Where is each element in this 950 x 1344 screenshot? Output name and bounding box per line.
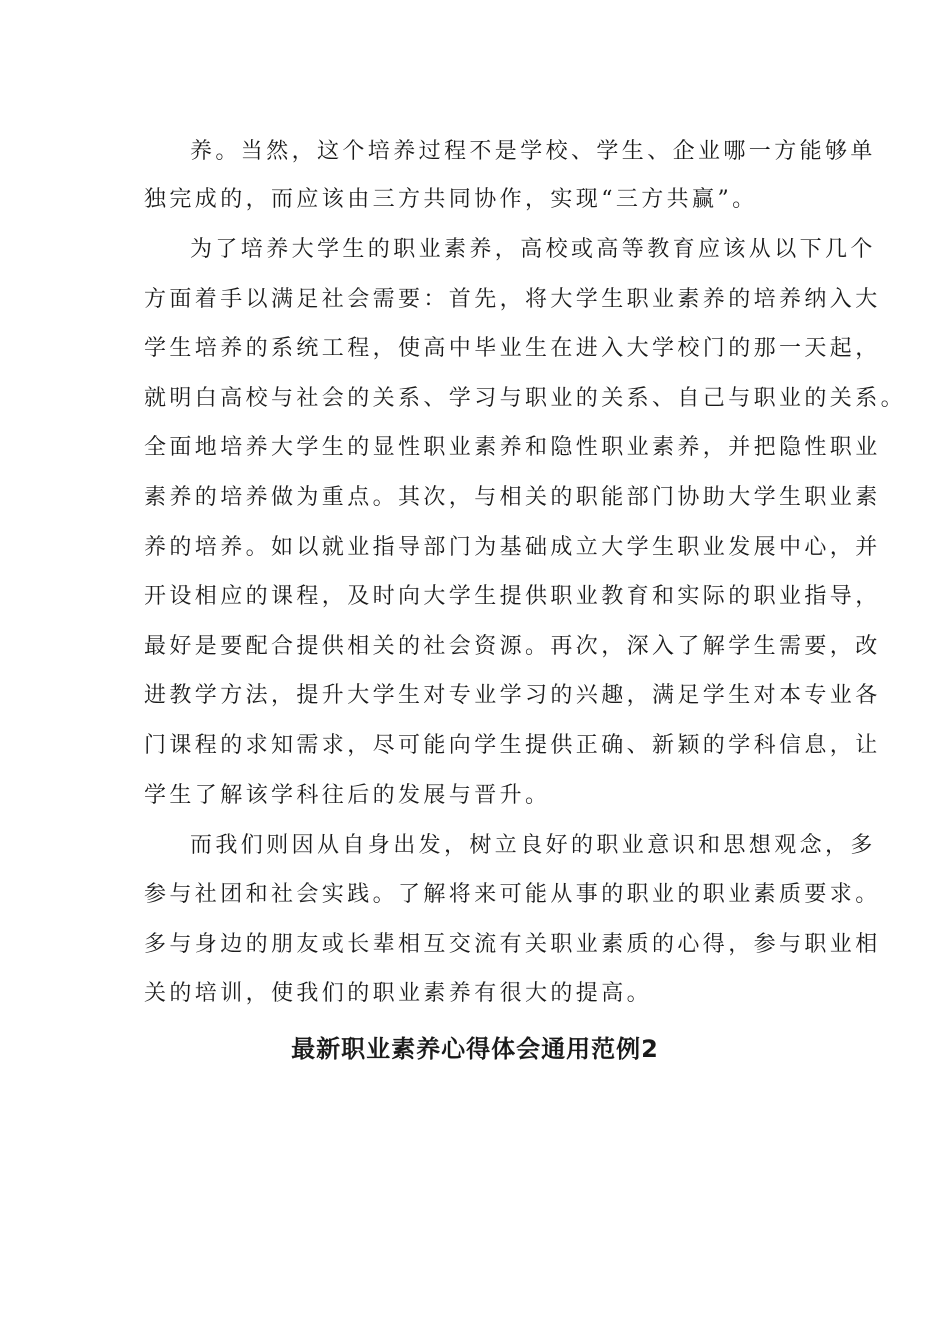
paragraph-2-line-4: 就明白高校与社会的关系、学习与职业的关系、自己与职业的关系。 <box>144 386 907 411</box>
paragraph-2-line-9: 最好是要配合提供相关的社会资源。再次，深入了解学生需要，改 <box>144 634 881 659</box>
paragraph-2-line-6: 素养的培养做为重点。其次，与相关的职能部门协助大学生职业素 <box>144 485 881 510</box>
paragraph-2-line-3: 学生培养的系统工程，使高中毕业生在进入大学校门的那一天起， <box>144 336 881 361</box>
paragraph-3-line-4: 关的培训，使我们的职业素养有很大的提高。 <box>144 981 653 1006</box>
paragraph-1-line-2: 独完成的，而应该由三方共同协作，实现“三方共赢”。 <box>144 187 758 212</box>
paragraph-2-line-1: 为了培养大学生的职业素养，高校或高等教育应该从以下几个 <box>190 237 876 262</box>
paragraph-3-line-1: 而我们则因从自身出发，树立良好的职业意识和思想观念，多 <box>190 833 876 858</box>
paragraph-2-line-10: 进教学方法，提升大学生对专业学习的兴趣，满足学生对本专业各 <box>144 683 881 708</box>
paragraph-2-line-12: 学生了解该学科往后的发展与晋升。 <box>144 783 551 808</box>
paragraph-2-line-2: 方面着手以满足社会需要：首先，将大学生职业素养的培养纳入大 <box>144 287 881 312</box>
section-heading: 最新职业素养心得体会通用范例2 <box>291 1035 659 1063</box>
paragraph-2-line-5: 全面地培养大学生的显性职业素养和隐性职业素养，并把隐性职业 <box>144 435 881 460</box>
paragraph-2-line-7: 养的培养。如以就业指导部门为基础成立大学生职业发展中心，并 <box>144 535 881 560</box>
paragraph-1-line-1: 养。当然，这个培养过程不是学校、学生、企业哪一方能够单 <box>190 139 876 164</box>
paragraph-2-line-11: 门课程的求知需求，尽可能向学生提供正确、新颖的学科信息，让 <box>144 733 881 758</box>
paragraph-3-line-3: 多与身边的朋友或长辈相互交流有关职业素质的心得，参与职业相 <box>144 932 881 957</box>
paragraph-3-line-2: 参与社团和社会实践。了解将来可能从事的职业的职业素质要求。 <box>144 882 881 907</box>
paragraph-2-line-8: 开设相应的课程，及时向大学生提供职业教育和实际的职业指导， <box>144 584 881 609</box>
